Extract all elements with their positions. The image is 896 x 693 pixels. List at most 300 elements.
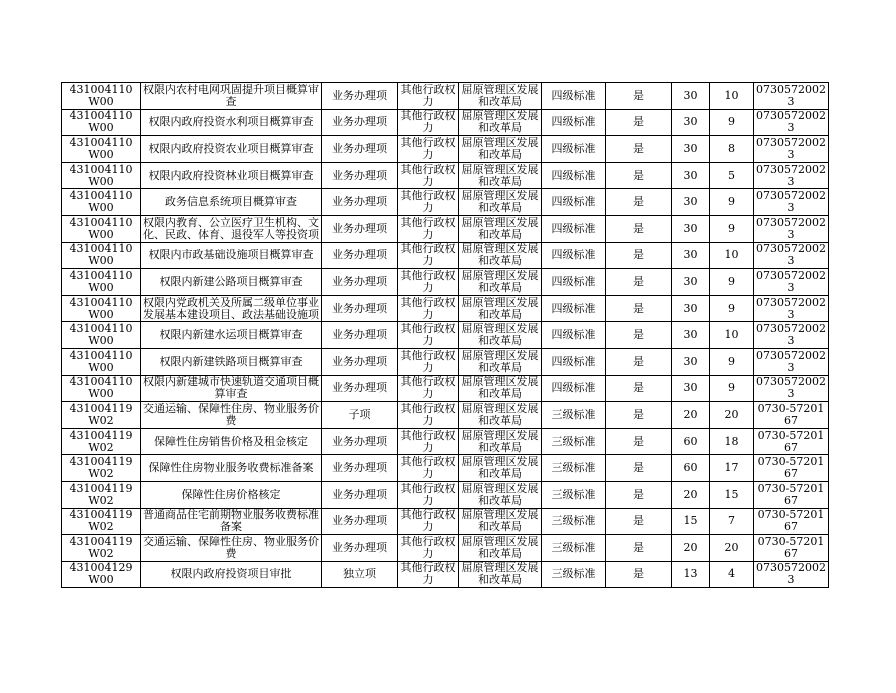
cell-text: 07305720023 (756, 296, 826, 321)
cell-text: 屈原管理区发展和改革局 (461, 269, 539, 294)
power-category-cell (398, 162, 459, 189)
cell-text: 业务办理项 (332, 142, 387, 155)
item-name-cell (141, 269, 322, 296)
cell-text: 30 (683, 382, 698, 395)
cell-text: 权限内政府投资项目审批 (170, 568, 292, 581)
cell-text: 业务办理项 (332, 196, 387, 209)
item-type-cell (322, 535, 398, 562)
department-cell (459, 242, 542, 269)
department-cell (459, 402, 542, 429)
cell-text: 9 (728, 302, 735, 315)
cell-text: 屈原管理区发展和改革局 (461, 402, 539, 427)
phone-cell (754, 83, 829, 110)
item-name-cell (141, 375, 322, 402)
legal-limit-cell (672, 481, 710, 508)
legal-limit-cell (672, 428, 710, 455)
item-name-cell (141, 295, 322, 322)
phone-cell (754, 189, 829, 216)
cell-text: 业务办理项 (332, 541, 387, 554)
department-cell (459, 109, 542, 136)
promised-limit-cell (710, 109, 754, 136)
phone-cell (754, 535, 829, 562)
cell-text: 其他行政权力 (400, 136, 456, 161)
table-row (62, 455, 829, 482)
item-code-cell (62, 508, 141, 535)
table-row (62, 269, 829, 296)
standard-level-cell (542, 455, 606, 482)
promised-limit-cell (710, 136, 754, 163)
cell-text: 是 (633, 142, 644, 155)
standard-level-cell (542, 561, 606, 588)
table-row (62, 561, 829, 588)
cell-text: 20 (683, 408, 698, 421)
promised-limit-cell (710, 242, 754, 269)
legal-limit-cell (672, 83, 710, 110)
cell-text: 0730-5720167 (757, 402, 825, 427)
item-name-cell (141, 109, 322, 136)
cell-text: 是 (633, 435, 644, 448)
cell-text: 四级标准 (551, 222, 596, 235)
item-code-cell (62, 269, 141, 296)
cell-text: 其他行政权力 (400, 296, 456, 321)
cell-text: 业务办理项 (332, 355, 387, 368)
cell-text: 其他行政权力 (400, 482, 456, 507)
cell-text: 交通运输、保障性住房、物业服务价费 (143, 535, 319, 560)
item-type-cell (322, 455, 398, 482)
cell-text: 431004119W02 (69, 482, 133, 507)
cell-text: 431004110W00 (69, 190, 133, 215)
department-cell (459, 269, 542, 296)
online-flag-cell (606, 295, 672, 322)
cell-text: 屈原管理区发展和改革局 (461, 429, 539, 454)
promised-limit-cell (710, 402, 754, 429)
cell-text: 07305720023 (756, 216, 826, 241)
power-category-cell (398, 375, 459, 402)
cell-text: 07305720023 (756, 110, 826, 135)
cell-text: 权限内党政机关及所属二级单位事业发展基本建设项目、政法基础设施项 (143, 296, 319, 321)
promised-limit-cell (710, 561, 754, 588)
standard-level-cell (542, 215, 606, 242)
cell-text: 权限内新建水运项目概算审查 (159, 329, 303, 342)
standard-level-cell (542, 136, 606, 163)
cell-text: 是 (633, 515, 644, 528)
power-category-cell (398, 561, 459, 588)
cell-text: 其他行政权力 (400, 83, 456, 108)
cell-text: 三级标准 (551, 568, 596, 581)
online-flag-cell (606, 402, 672, 429)
cell-text: 07305720023 (756, 349, 826, 374)
item-code-cell (62, 535, 141, 562)
cell-text: 四级标准 (551, 89, 596, 102)
cell-text: 431004119W02 (69, 456, 133, 481)
item-name-cell (141, 561, 322, 588)
cell-text: 保障性住房价格核定 (181, 488, 281, 501)
cell-text: 431004119W02 (69, 429, 133, 454)
table-row (62, 136, 829, 163)
cell-text: 三级标准 (551, 541, 596, 554)
cell-text: 431004119W02 (69, 402, 133, 427)
standard-level-cell (542, 189, 606, 216)
cell-text: 30 (683, 142, 698, 155)
item-name-cell (141, 402, 322, 429)
cell-text: 三级标准 (551, 462, 596, 475)
cell-text: 10 (724, 89, 739, 102)
power-category-cell (398, 269, 459, 296)
cell-text: 13 (683, 568, 698, 581)
cell-text: 子项 (348, 408, 371, 421)
item-type-cell (322, 322, 398, 349)
standard-level-cell (542, 162, 606, 189)
item-type-cell (322, 428, 398, 455)
department-cell (459, 428, 542, 455)
table-row (62, 242, 829, 269)
cell-text: 权限内新建城市快速轨道交通项目概算审查 (143, 376, 319, 401)
legal-limit-cell (672, 215, 710, 242)
table-row (62, 109, 829, 136)
cell-text: 0730-5720167 (757, 456, 825, 481)
promised-limit-cell (710, 508, 754, 535)
standard-level-cell (542, 535, 606, 562)
table-row (62, 162, 829, 189)
cell-text: 17 (724, 462, 739, 475)
cell-text: 是 (633, 89, 644, 102)
cell-text: 政务信息系统项目概算审查 (165, 196, 297, 209)
online-flag-cell (606, 242, 672, 269)
cell-text: 9 (728, 382, 735, 395)
phone-cell (754, 428, 829, 455)
promised-limit-cell (710, 455, 754, 482)
item-name-cell (141, 162, 322, 189)
cell-text: 431004110W00 (69, 376, 133, 401)
item-name-cell (141, 481, 322, 508)
cell-text: 431004110W00 (69, 269, 133, 294)
legal-limit-cell (672, 375, 710, 402)
online-flag-cell (606, 561, 672, 588)
standard-level-cell (542, 322, 606, 349)
cell-text: 独立项 (343, 568, 376, 581)
standard-level-cell (542, 428, 606, 455)
cell-text: 权限内农村电网巩固提升项目概算审查 (143, 83, 319, 108)
item-type-cell (322, 215, 398, 242)
cell-text: 是 (633, 568, 644, 581)
cell-text: 其他行政权力 (400, 110, 456, 135)
item-name-cell (141, 215, 322, 242)
phone-cell (754, 348, 829, 375)
cell-text: 是 (633, 355, 644, 368)
cell-text: 9 (728, 116, 735, 129)
cell-text: 30 (683, 355, 698, 368)
cell-text: 10 (724, 329, 739, 342)
cell-text: 四级标准 (551, 196, 596, 209)
power-category-cell (398, 508, 459, 535)
cell-text: 431004110W00 (69, 323, 133, 348)
cell-text: 其他行政权力 (400, 349, 456, 374)
standard-level-cell (542, 269, 606, 296)
phone-cell (754, 481, 829, 508)
promised-limit-cell (710, 375, 754, 402)
table-row (62, 83, 829, 110)
department-cell (459, 189, 542, 216)
table-row (62, 348, 829, 375)
phone-cell (754, 295, 829, 322)
item-code-cell (62, 455, 141, 482)
cell-text: 8 (728, 142, 735, 155)
cell-text: 30 (683, 302, 698, 315)
cell-text: 30 (683, 222, 698, 235)
cell-text: 是 (633, 541, 644, 554)
department-cell (459, 162, 542, 189)
cell-text: 是 (633, 116, 644, 129)
online-flag-cell (606, 348, 672, 375)
cell-text: 权限内新建公路项目概算审查 (159, 275, 303, 288)
table-row (62, 375, 829, 402)
cell-text: 07305720023 (756, 376, 826, 401)
cell-text: 屈原管理区发展和改革局 (461, 110, 539, 135)
item-code-cell (62, 242, 141, 269)
cell-text: 四级标准 (551, 329, 596, 342)
promised-limit-cell (710, 162, 754, 189)
phone-cell (754, 215, 829, 242)
online-flag-cell (606, 269, 672, 296)
item-code-cell (62, 481, 141, 508)
promised-limit-cell (710, 481, 754, 508)
cell-text: 431004110W00 (69, 163, 133, 188)
phone-cell (754, 508, 829, 535)
item-type-cell (322, 508, 398, 535)
cell-text: 屈原管理区发展和改革局 (461, 243, 539, 268)
cell-text: 业务办理项 (332, 488, 387, 501)
item-name-cell (141, 455, 322, 482)
legal-limit-cell (672, 269, 710, 296)
cell-text: 权限内教育、公立医疗卫生机构、文化、民政、体育、退役军人等投资项 (143, 216, 319, 241)
item-type-cell (322, 109, 398, 136)
phone-cell (754, 455, 829, 482)
cell-text: 其他行政权力 (400, 163, 456, 188)
cell-text: 业务办理项 (332, 435, 387, 448)
cell-text: 其他行政权力 (400, 429, 456, 454)
item-name-cell (141, 136, 322, 163)
department-cell (459, 295, 542, 322)
cell-text: 0730-5720167 (757, 482, 825, 507)
cell-text: 30 (683, 89, 698, 102)
cell-text: 业务办理项 (332, 302, 387, 315)
cell-text: 是 (633, 249, 644, 262)
phone-cell (754, 402, 829, 429)
cell-text: 屈原管理区发展和改革局 (461, 83, 539, 108)
cell-text: 60 (683, 435, 698, 448)
cell-text: 9 (728, 196, 735, 209)
promised-limit-cell (710, 535, 754, 562)
item-code-cell (62, 189, 141, 216)
item-code-cell (62, 561, 141, 588)
item-type-cell (322, 375, 398, 402)
table-body (62, 83, 829, 588)
cell-text: 业务办理项 (332, 329, 387, 342)
power-category-cell (398, 428, 459, 455)
power-category-cell (398, 242, 459, 269)
cell-text: 三级标准 (551, 408, 596, 421)
cell-text: 业务办理项 (332, 89, 387, 102)
table-row (62, 402, 829, 429)
online-flag-cell (606, 322, 672, 349)
cell-text: 交通运输、保障性住房、物业服务价费 (143, 402, 319, 427)
cell-text: 07305720023 (756, 562, 826, 587)
cell-text: 15 (724, 488, 739, 501)
power-category-cell (398, 535, 459, 562)
item-name-cell (141, 242, 322, 269)
cell-text: 其他行政权力 (400, 269, 456, 294)
cell-text: 屈原管理区发展和改革局 (461, 562, 539, 587)
phone-cell (754, 322, 829, 349)
cell-text: 07305720023 (756, 269, 826, 294)
cell-text: 431004110W00 (69, 216, 133, 241)
standard-level-cell (542, 508, 606, 535)
department-cell (459, 535, 542, 562)
cell-text: 三级标准 (551, 435, 596, 448)
phone-cell (754, 375, 829, 402)
cell-text: 20 (724, 541, 739, 554)
legal-limit-cell (672, 136, 710, 163)
cell-text: 是 (633, 408, 644, 421)
item-type-cell (322, 242, 398, 269)
cell-text: 07305720023 (756, 190, 826, 215)
cell-text: 业务办理项 (332, 462, 387, 475)
cell-text: 431004110W00 (69, 296, 133, 321)
cell-text: 其他行政权力 (400, 509, 456, 534)
cell-text: 其他行政权力 (400, 376, 456, 401)
department-cell (459, 83, 542, 110)
online-flag-cell (606, 455, 672, 482)
department-cell (459, 375, 542, 402)
cell-text: 20 (683, 541, 698, 554)
promised-limit-cell (710, 83, 754, 110)
cell-text: 9 (728, 355, 735, 368)
table-row (62, 481, 829, 508)
cell-text: 是 (633, 222, 644, 235)
cell-text: 三级标准 (551, 515, 596, 528)
power-category-cell (398, 322, 459, 349)
phone-cell (754, 242, 829, 269)
standard-level-cell (542, 242, 606, 269)
cell-text: 07305720023 (756, 83, 826, 108)
table-row (62, 535, 829, 562)
cell-text: 07305720023 (756, 323, 826, 348)
online-flag-cell (606, 375, 672, 402)
cell-text: 60 (683, 462, 698, 475)
department-cell (459, 348, 542, 375)
standard-level-cell (542, 109, 606, 136)
item-type-cell (322, 269, 398, 296)
cell-text: 屈原管理区发展和改革局 (461, 482, 539, 507)
legal-limit-cell (672, 455, 710, 482)
cell-text: 屈原管理区发展和改革局 (461, 296, 539, 321)
cell-text: 是 (633, 382, 644, 395)
cell-text: 20 (724, 408, 739, 421)
cell-text: 四级标准 (551, 302, 596, 315)
phone-cell (754, 136, 829, 163)
cell-text: 其他行政权力 (400, 243, 456, 268)
item-name-cell (141, 83, 322, 110)
standard-level-cell (542, 295, 606, 322)
legal-limit-cell (672, 162, 710, 189)
item-type-cell (322, 295, 398, 322)
power-category-cell (398, 348, 459, 375)
phone-cell (754, 269, 829, 296)
power-category-cell (398, 109, 459, 136)
cell-text: 431004110W00 (69, 83, 133, 108)
cell-text: 业务办理项 (332, 222, 387, 235)
cell-text: 保障性住房物业服务收费标准备案 (148, 462, 314, 475)
online-flag-cell (606, 508, 672, 535)
legal-limit-cell (672, 295, 710, 322)
cell-text: 业务办理项 (332, 169, 387, 182)
online-flag-cell (606, 428, 672, 455)
cell-text: 屈原管理区发展和改革局 (461, 163, 539, 188)
item-name-cell (141, 428, 322, 455)
department-cell (459, 215, 542, 242)
cell-text: 业务办理项 (332, 382, 387, 395)
cell-text: 业务办理项 (332, 515, 387, 528)
cell-text: 屈原管理区发展和改革局 (461, 456, 539, 481)
cell-text: 30 (683, 249, 698, 262)
power-category-cell (398, 83, 459, 110)
item-type-cell (322, 481, 398, 508)
cell-text: 屈原管理区发展和改革局 (461, 216, 539, 241)
cell-text: 屈原管理区发展和改革局 (461, 323, 539, 348)
table-row (62, 189, 829, 216)
phone-cell (754, 561, 829, 588)
cell-text: 30 (683, 196, 698, 209)
cell-text: 07305720023 (756, 136, 826, 161)
department-cell (459, 455, 542, 482)
cell-text: 7 (728, 515, 735, 528)
cell-text: 10 (724, 249, 739, 262)
online-flag-cell (606, 109, 672, 136)
promised-limit-cell (710, 215, 754, 242)
item-type-cell (322, 136, 398, 163)
cell-text: 431004110W00 (69, 243, 133, 268)
department-cell (459, 561, 542, 588)
online-flag-cell (606, 215, 672, 242)
cell-text: 四级标准 (551, 355, 596, 368)
cell-text: 业务办理项 (332, 275, 387, 288)
cell-text: 30 (683, 169, 698, 182)
cell-text: 是 (633, 169, 644, 182)
power-category-cell (398, 215, 459, 242)
item-type-cell (322, 348, 398, 375)
cell-text: 权限内政府投资林业项目概算审查 (148, 169, 314, 182)
cell-text: 屈原管理区发展和改革局 (461, 509, 539, 534)
item-code-cell (62, 428, 141, 455)
table-row (62, 508, 829, 535)
cell-text: 是 (633, 488, 644, 501)
legal-limit-cell (672, 402, 710, 429)
table-row (62, 215, 829, 242)
legal-limit-cell (672, 322, 710, 349)
standard-level-cell (542, 481, 606, 508)
cell-text: 0730-5720167 (757, 509, 825, 534)
cell-text: 其他行政权力 (400, 562, 456, 587)
cell-text: 其他行政权力 (400, 323, 456, 348)
cell-text: 权限内政府投资水利项目概算审查 (148, 116, 314, 129)
legal-limit-cell (672, 109, 710, 136)
legal-limit-cell (672, 189, 710, 216)
legal-limit-cell (672, 508, 710, 535)
legal-limit-cell (672, 242, 710, 269)
online-flag-cell (606, 481, 672, 508)
cell-text: 四级标准 (551, 169, 596, 182)
cell-text: 是 (633, 462, 644, 475)
